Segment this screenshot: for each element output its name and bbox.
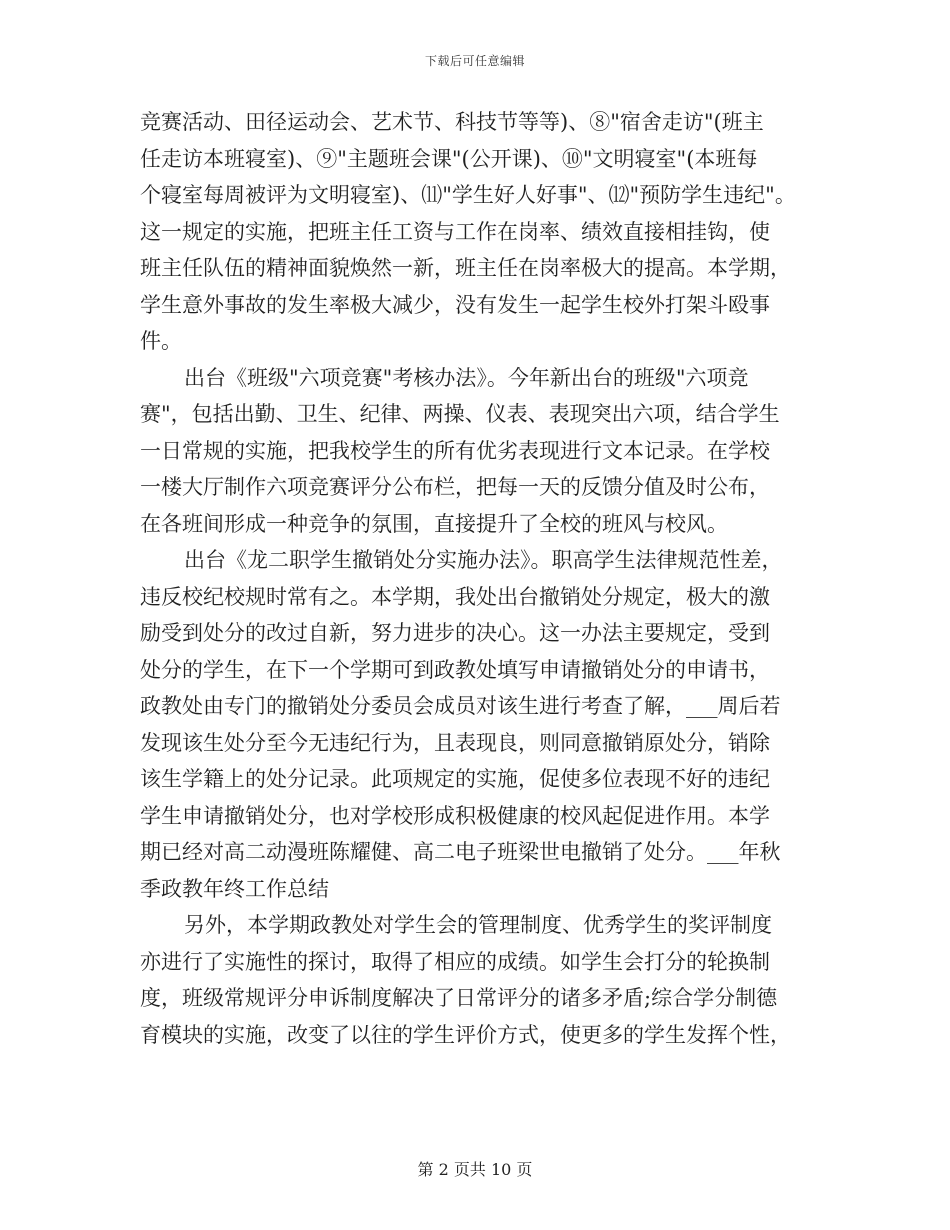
- text-line: 该生学籍上的处分记录。此项规定的实施，促使多位表现不好的违纪: [140, 767, 770, 791]
- text-line: 违反校纪校规时常有之。本学期，我处出台撤销处分规定，极大的激: [140, 584, 770, 609]
- text-line: 励受到处分的改过自新，努力进步的决心。这一办法主要规定，受到: [140, 621, 770, 645]
- text-line: 这一规定的实施，把班主任工资与工作在岗率、绩效直接相挂钩，使: [140, 219, 770, 244]
- text-line: 另外，本学期政教处对学生会的管理制度、优秀学生的奖评制度: [184, 913, 772, 937]
- text-line: 季政教年终工作总结: [140, 876, 329, 901]
- text-line: 亦进行了实施性的探讨，取得了相应的成绩。如学生会打分的轮换制: [140, 949, 770, 974]
- text-line: 育模块的实施，改变了以往的学生评价方式，使更多的学生发挥个性，: [140, 1022, 791, 1047]
- text-line: 在各班间形成一种竞争的氛围，直接提升了全校的班风与校风。: [140, 511, 728, 536]
- text-line: 发现该生处分至今无违纪行为，且表现良，则同意撤销原处分，销除: [140, 730, 770, 755]
- document-body: [140, 104, 830, 1053]
- text-line: 学生申请撤销处分，也对学校形成积极健康的校风起促进作用。本学: [140, 803, 770, 828]
- page-header: 下载后可任意编辑: [424, 54, 525, 68]
- text-line: 期已经对高二动漫班陈耀健、高二电子班梁世电撤销了处分。___年秋: [140, 840, 781, 864]
- text-line: 度，班级常规评分申诉制度解决了日常评分的诸多矛盾;综合学分制德: [140, 986, 778, 1010]
- text-line: 出台《龙二职学生撤销处分实施办法》。职高学生法律规范性差，: [184, 548, 783, 572]
- text-line: 一楼大厅制作六项竞赛评分公布栏，把每一天的反馈分值及时公布，: [140, 475, 770, 499]
- text-line: 件。: [140, 329, 182, 353]
- text-line: 政教处由专门的撤销处分委员会成员对该生进行考查了解，___周后若: [140, 694, 781, 718]
- text-line: 竞赛活动、田径运动会、艺术节、科技节等等)、⑧"宿舍走访"(班主: [140, 110, 764, 134]
- paragraph-1: [140, 104, 830, 360]
- text-line: 班主任队伍的精神面貌焕然一新，班主任在岗率极大的提高。本学期，: [140, 256, 791, 280]
- paragraph-4: [140, 907, 830, 1053]
- text-line: 赛"，包括出勤、卫生、纪律、两操、仪表、表现突出六项，结合学生: [140, 402, 780, 426]
- text-line: 一日常规的实施，把我校学生的所有优劣表现进行文本记录。在学校: [140, 438, 770, 463]
- text-line: 处分的学生，在下一个学期可到政教处填写申请撤销处分的申请书，: [140, 657, 770, 682]
- text-line: 学生意外事故的发生率极大减少，没有发生一起学生校外打架斗殴事: [140, 292, 770, 317]
- paragraph-3: [140, 542, 830, 907]
- paragraph-2: [140, 360, 830, 543]
- text-line: 个寝室每周被评为文明寝室)、⑾"学生好人好事"、⑿"预防学生违纪"。: [140, 183, 796, 207]
- text-line: 出台《班级"六项竞赛"考核办法》。今年新出台的班级"六项竞: [184, 365, 749, 390]
- text-line: 任走访本班寝室)、⑨"主题班会课"(公开课)、⑩"文明寝室"(本班每: [140, 146, 758, 171]
- page-number: 第 2 页共 10 页: [417, 1160, 533, 1179]
